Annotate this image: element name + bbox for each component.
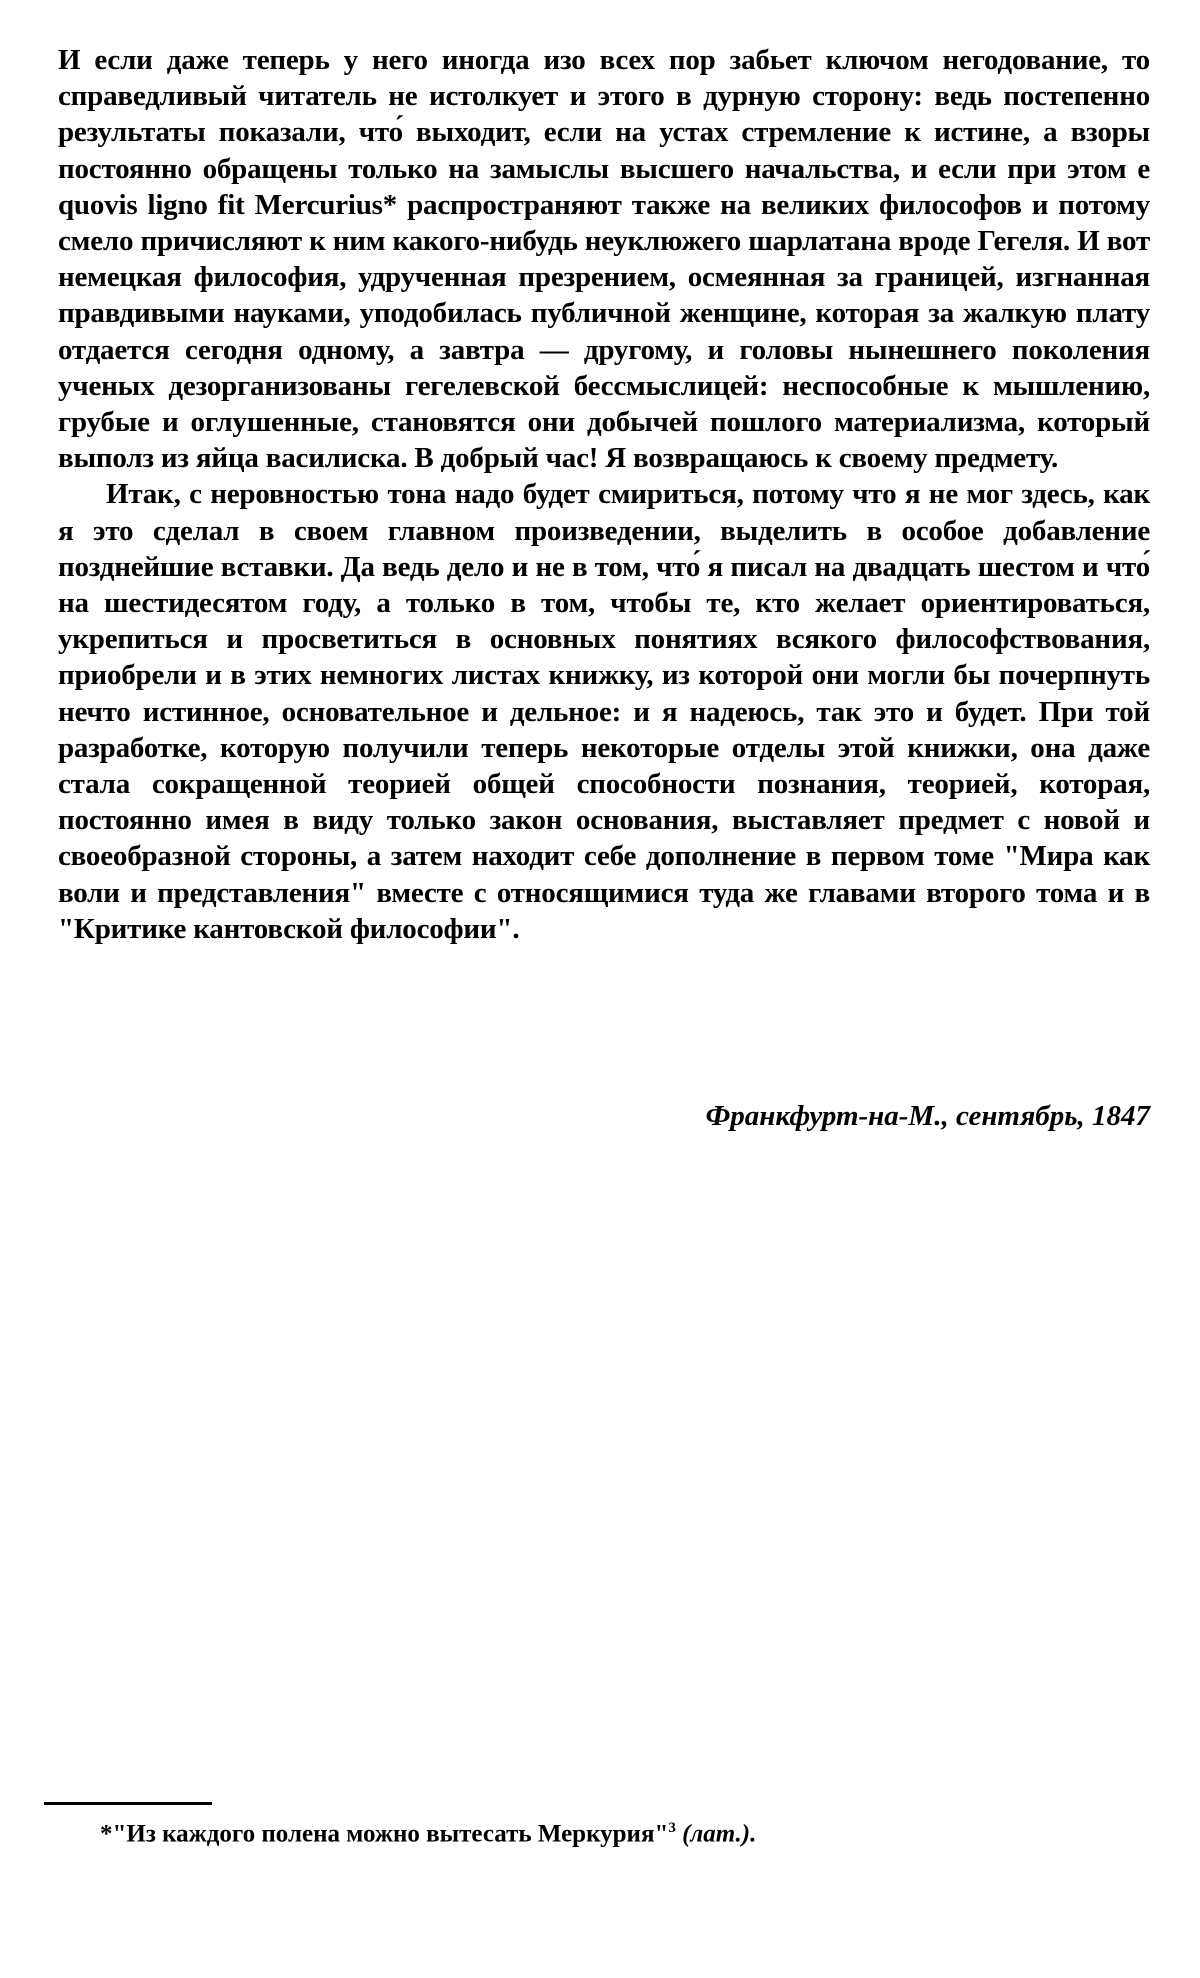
- footnote-language: (лат.).: [682, 1820, 757, 1848]
- body-text: [58, 42, 1150, 947]
- footnote-reference: 3: [668, 1820, 676, 1836]
- signature-place-date: Франкфурт-на-М., сентябрь, 1847: [705, 1100, 1150, 1132]
- footnote: [100, 1812, 756, 1850]
- footnote-marker: *: [100, 1820, 113, 1848]
- footnote-text: "Из каждого полена можно вытесать Меркурия": [112, 1820, 669, 1848]
- footnote-divider: [44, 1802, 212, 1805]
- paragraph-1: И если даже теперь у него иногда изо всех пор забьет ключом негодование, то справедливый читатель не истолкует и этого в дурную сторону: ведь постепенно результаты показали, что́ выходит, если на устах стремление к истине, а взоры постоянно обращены только на замыслы высшего начальства, и если при этом e quovis ligno fit Mercurius* распространяют также на великих философов и потому смело причисляют к ним какого-нибудь неуклюжего шарлатана вроде Гегеля. И вот немецкая философия, удрученная презрением, осмеянная за границей, изгнанная правдивыми науками, уподобилась публичной женщине, которая за жалкую плату отдается сегодня одному, а завтра — другому, и головы нынешнего поколения ученых дезорганизованы гегелевской бессмыслицей: неспособные к мышлению, грубые и оглушенные, становятся они добычей пошлого материализма, который выполз из яйца василиска. В добрый час! Я возвращаюсь к своему предмету.: [58, 44, 1150, 475]
- paragraph-2: Итак, с неровностью тона надо будет смириться, потому что я не мог здесь, как я это сделал в своем главном произведении, выделить в особое добавление позднейшие вставки. Да ведь дело и не в том, что́ я писал на двадцать шестом и что́ на шестидесятом году, а только в том, чтобы те, кто желает ориентироваться, укрепиться и просветиться в основных понятиях всякого философствования, приобрели и в этих немногих листах книжку, из которой они могли бы почерпнуть нечто истинное, основательное и дельное: и я надеюсь, так это и будет. При той разработке, которую получили теперь некоторые отделы этой книжки, она даже стала сокращенной теорией общей способности познания, теорией, которая, постоянно имея в виду только закон основания, выставляет предмет с новой и своеобразной стороны, а затем находит себе дополнение в первом томе "Мира как воли и представления" вместе с относящимися туда же главами второго тома и в "Критике кантовской философии".: [58, 478, 1150, 945]
